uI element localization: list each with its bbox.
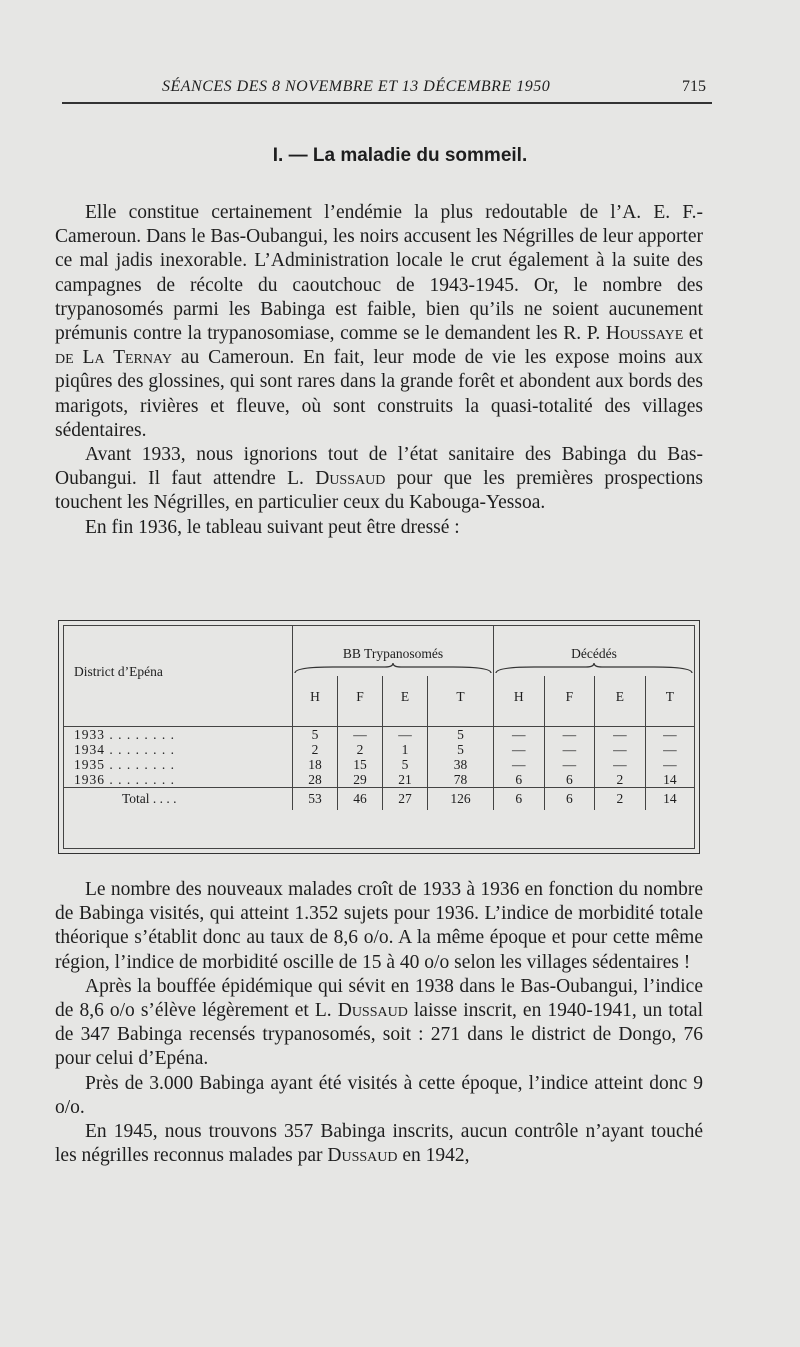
table-cell: 2 [595, 788, 646, 811]
table-cell: — [337, 727, 382, 743]
body-text-top [55, 201, 703, 540]
table-cell: — [595, 742, 646, 757]
paragraph: En fin 1936, le tableau suivant peut être dressé : [85, 516, 460, 538]
table-cell: 1 [382, 742, 427, 757]
column-header: H [310, 689, 320, 704]
table-cell: — [544, 727, 595, 743]
table-cell: 53 [293, 788, 338, 811]
total-label: Total . . . . [64, 788, 293, 811]
table-cell: 14 [645, 788, 694, 811]
table-cell: — [494, 757, 545, 772]
row-label: 1934 . . . . . . . . [64, 742, 293, 757]
table-row [64, 757, 694, 772]
column-header: T [427, 676, 493, 718]
table-cell: 38 [427, 757, 493, 772]
table-cell: — [544, 742, 595, 757]
table-cell: — [595, 757, 646, 772]
column-header: H [494, 676, 545, 718]
table-cell: 6 [494, 788, 545, 811]
table-cell: 78 [427, 772, 493, 788]
table-total-row [64, 788, 694, 811]
table-cell: — [382, 727, 427, 743]
table-row [64, 772, 694, 788]
brace-decoration [293, 662, 494, 676]
paragraph: Avant 1933, nous ignorions tout de l’état sanitaire des Babinga du Bas-Oubangui. Il faut attendre L. Dussaud pour que les premières prospections touchent les Négrilles, en particulier ceux du Kabouga-Yessoa. [55, 444, 703, 514]
header-rule [62, 102, 712, 104]
column-header: E [595, 676, 646, 718]
section-title: I. — La maladie du sommeil. [272, 145, 528, 166]
table-cell: 5 [311, 727, 319, 742]
paragraph: Après la bouffée épidémique qui sévit en 1938 dans le Bas-Oubangui, l’indice de 8,6 o/o s’élève légèrement et L. Dussaud laisse inscrit, en 1940-1941, un total de 347 Babinga recensés trypanosomés, soit : 271 dans le district de Dongo, 76 pour celui d’Epéna. [55, 975, 704, 1070]
brace-decoration [494, 662, 695, 676]
paragraph: Elle constitue certainement l’endémie la plus redoutable de l’A. E. F.-Cameroun. Dans le Bas-Oubangui, les noirs accusent les Négrilles de leur apporter ce mal jadis inexorable. L’Administration locale le crut également à la suite des campagnes de récolte du caoutchouc de 1943-1945. Or, le nombre des trypanosomés parmi les Babinga est faible, bien qu’ils ne soient aucunement prémunis contre la trypanosomiase, comme se le demandent les R. P. Houssaye et de La Ternay au Cameroun. En fait, leur mode de vie les expose moins aux piqûres des glossines, qui sont rares dans la grande forêt et abondent aux bords des marigots, rivières et fleuve, où sont construits la quasi-totalité des villages sédentaires. [55, 202, 703, 441]
body-text-bottom [55, 878, 703, 1168]
data-table-frame [58, 620, 700, 854]
table-cell: 6 [544, 772, 595, 788]
table-cell: — [494, 742, 545, 757]
row-label: 1933 . . . . . . . . [64, 727, 293, 743]
paragraph: En 1945, nous trouvons 357 Babinga inscrits, aucun contrôle n’ayant touché les négrilles reconnus malades par Dussaud en 1942, [55, 1121, 703, 1167]
table-row [64, 742, 694, 757]
table-cell: — [544, 757, 595, 772]
table-cell: 5 [382, 757, 427, 772]
table-cell: 14 [645, 772, 694, 788]
running-head: SÉANCES DES 8 NOVEMBRE ET 13 DÉCEMBRE 1950 [162, 78, 551, 95]
column-header: T [645, 676, 694, 718]
table-cell: 5 [427, 742, 493, 757]
table-cell: 29 [337, 772, 382, 788]
table-cell: 18 [308, 757, 322, 772]
paragraph: Le nombre des nouveaux malades croît de 1933 à 1936 en fonction du nombre de Babinga visités, qui atteint 1.352 sujets pour 1936. L’indice de morbidité totale théorique s’établit donc au taux de 8,6 o/o. A la même époque et pour cette même région, l’indice de morbidité oscille de 15 à 40 o/o selon les villages sédentaires ! [55, 879, 703, 973]
table-cell: — [494, 727, 545, 743]
column-header: E [382, 676, 427, 718]
table-cell: 6 [494, 772, 545, 788]
table-cell: 6 [544, 788, 595, 811]
table-cell: 5 [427, 727, 493, 743]
table-cell: — [645, 742, 694, 757]
paragraph: Près de 3.000 Babinga ayant été visités à cette époque, l’indice atteint donc 9 o/o. [55, 1072, 703, 1118]
trypanosomiasis-table [64, 626, 694, 810]
table-cell: 126 [427, 788, 493, 811]
table-cell: 28 [308, 772, 322, 787]
column-header: F [337, 676, 382, 718]
row-label: 1935 . . . . . . . . [64, 757, 293, 772]
table-cell: — [595, 727, 646, 743]
table-cell: — [645, 727, 694, 743]
table-cell: 2 [595, 772, 646, 788]
table-row [64, 727, 694, 743]
table-cell: 27 [382, 788, 427, 811]
table-cell: 2 [337, 742, 382, 757]
table-cell: 15 [337, 757, 382, 772]
group-header-deceased: Décédés [494, 626, 695, 662]
district-header: District d’Epéna [64, 626, 293, 718]
table-cell: 2 [311, 742, 319, 757]
table-cell: 46 [337, 788, 382, 811]
table-cell: 21 [382, 772, 427, 788]
page-header [62, 74, 712, 102]
page-number: 715 [682, 78, 706, 95]
row-label: 1936 . . . . . . . . [64, 772, 293, 788]
column-header: F [544, 676, 595, 718]
table-cell: — [645, 757, 694, 772]
group-header-trypanosomes: BB Trypanosomés [342, 646, 444, 661]
